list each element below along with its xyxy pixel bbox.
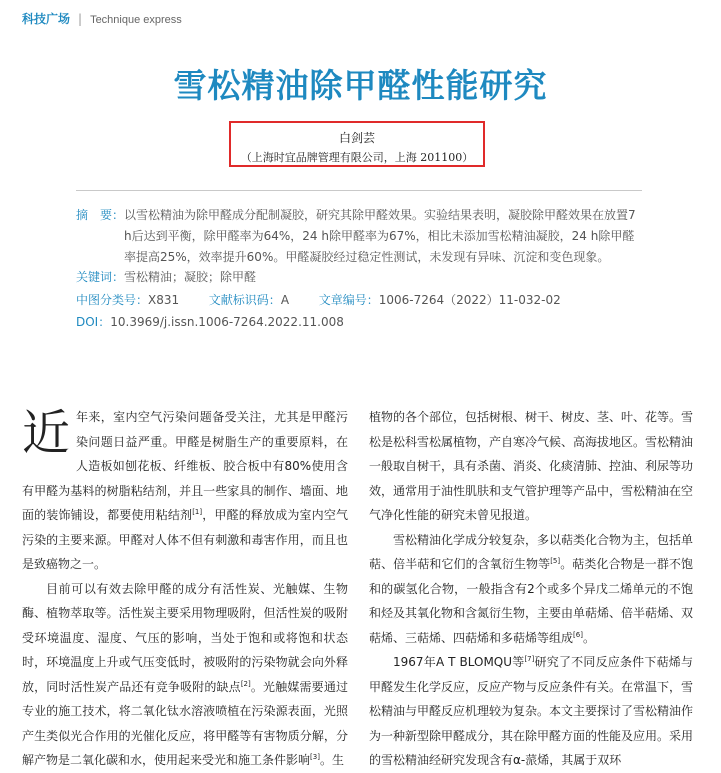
- header-separator: |: [78, 12, 83, 26]
- author-highlight-box: [229, 121, 485, 167]
- abstract: [76, 205, 646, 268]
- divider: [76, 190, 642, 191]
- paragraph: 目前可以有效去除甲醛的成分有活性炭、光触媒、生物酶、植物萃取等。活性炭主要采用物理吸附，但活性炭的吸附受环境温度、湿度、气压的影响，当处于饱和或将饱和状态时，环境温度上升或气压变低时，被吸附的污染物就会向外释放，同时活性炭产品还有竞争吸附的缺点[2]。光触媒需要通过专业的施工技术，将二氧化钛水溶液喷植在污染源表面，光照产生类似光合作用的光催化反应，将甲醛等有害物质分解，分解产物是二氧化碳和水，使用起来受光和施工条件影响[3]。生: [22, 581, 348, 767]
- article-number-label: 文章编号：: [318, 293, 379, 307]
- article-title: 雪松精油除甲醛性能研究: [173, 66, 548, 105]
- citation: [3]: [310, 753, 320, 761]
- citation: [1]: [192, 508, 203, 516]
- drop-cap: 近: [22, 405, 71, 461]
- citation: [6]: [573, 630, 583, 639]
- doi-value: 10.3969/j.issn.1006-7264.2022.11.008: [110, 315, 344, 329]
- doc-code-value: A: [280, 293, 290, 307]
- keywords: [76, 268, 256, 285]
- keywords-label: 关键词：: [76, 270, 125, 284]
- article-number-value: 1006-7264（2022）11-032-02: [378, 293, 561, 307]
- paragraph: 雪松精油化学成分较复杂，多以萜类化合物为主，包括单萜、倍半萜和它们的含氧衍生物等[5]。萜类化合物是一群不饱和的碳氢化合物，一般指含有2个或多个异戊二烯单元的不饱和烃及其氧化物和含氮衍生物，主要由单萜烯、倍半萜烯、双萜烯、三萜烯、四萜烯和多萜烯等组成[6]。: [369, 532, 694, 645]
- body-left-column: [22, 405, 348, 773]
- author-name: 白剑芸: [338, 131, 375, 145]
- clc-value: X831: [148, 293, 180, 307]
- doi-label: DOI：: [76, 315, 111, 329]
- doi-line: [76, 313, 344, 330]
- paragraph: 植物的各个部位，包括树根、树干、树皮、茎、叶、花等。雪松是松科雪松属植物，产自寒冷气候、高海拔地区。雪松精油一般取自树干，具有杀菌、消炎、化痰清肺、控油、利尿等功效，通常用于油性肌肤和支气管护理等产品中，雪松精油在空气净化性能的研究未曾见报道。: [369, 410, 694, 522]
- section-category: 科技广场: [22, 12, 71, 26]
- paragraph: 1967年A T BLOMQU等[7]研究了不同反应条件下萜烯与甲醛发生化学反应，反应产物与反应条件有关。在常温下，雪松精油与甲醛反应机理较为复杂。本文主要探讨了雪松精油作为一种新型除甲醛成分，其在除甲醛方面的性能及应用。采用的雪松精油经研究发现含有α-蒎烯，其属于双环: [369, 655, 694, 767]
- keywords-text: 雪松精油；凝胶；除甲醛: [124, 270, 257, 284]
- citation: [2]: [240, 679, 251, 688]
- citation: [5]: [550, 557, 561, 565]
- section-header: [22, 10, 182, 27]
- doc-code-label: 文献标识码：: [208, 293, 281, 307]
- abstract-text: 以雪松精油为除甲醛成分配制凝胶，研究其除甲醛效果。实验结果表明，凝胶除甲醛效果在放置7 h后达到平衡，除甲醛率为64%，24 h除甲醛率为67%，相比未添加雪松精油凝胶，24 h除甲醛率提高25%，效率提升60%。甲醛凝胶经过稳定性测试，未发现有异味、沉淀和变色现象。: [124, 208, 636, 264]
- citation: [7]: [524, 655, 535, 663]
- abstract-label: 摘 要：: [76, 208, 125, 222]
- section-english: Technique express: [90, 14, 182, 26]
- classification-line: [76, 291, 561, 308]
- body-right-column: [369, 405, 693, 773]
- clc-label: 中图分类号：: [76, 293, 149, 307]
- paragraph: 近年来，室内空气污染问题备受关注，尤其是甲醛污染问题日益严重。甲醛是树脂生产的重要原料，在人造板如刨花板、纤维板、胶合板中有80%使用含有甲醛为基料的树脂粘结剂，并且一些家具的制作、墙面、地面的装饰铺设，都要使用粘结剂[1]，甲醛的释放成为室内空气污染的主要来源。甲醛对人体不但有刺激和毒害作用，而且也是致癌物之一。: [22, 405, 348, 571]
- author-affiliation: （上海时宜品牌管理有限公司，上海 201100）: [240, 151, 474, 164]
